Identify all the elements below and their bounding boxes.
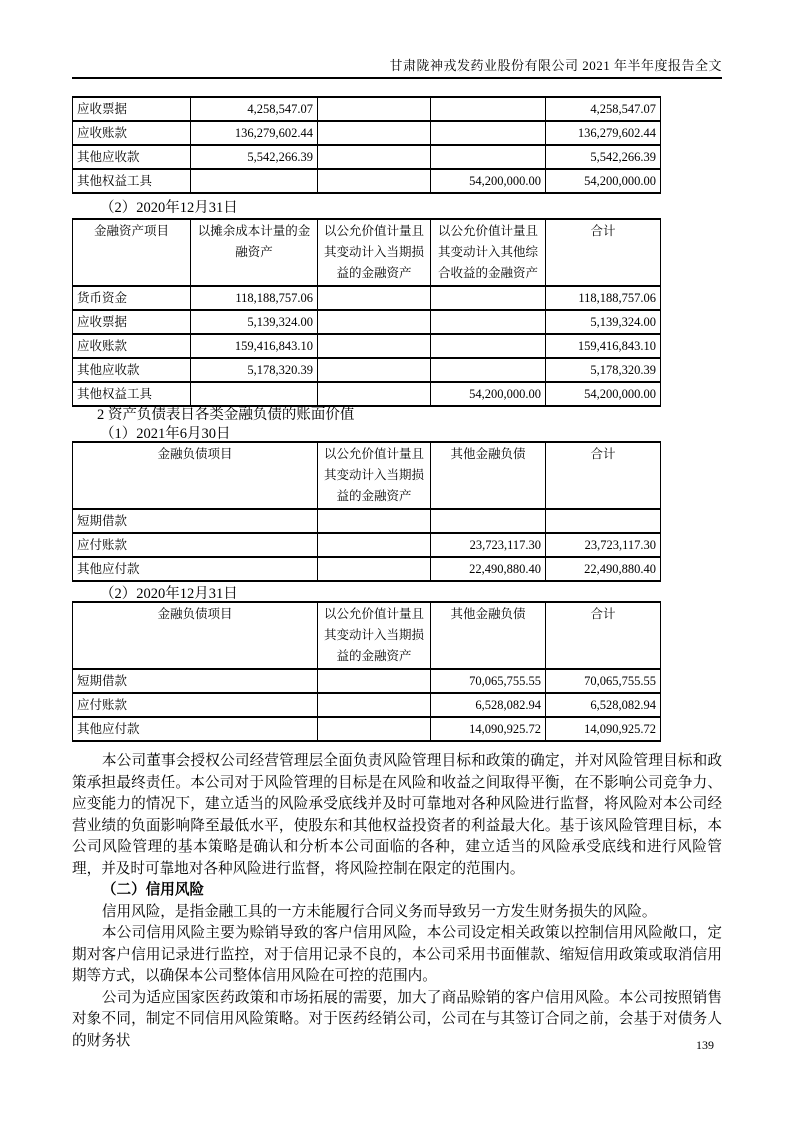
value-cell: 5,178,320.39: [191, 358, 318, 382]
value-cell: [318, 509, 431, 533]
financial-liabilities-table-2020: [72, 601, 661, 742]
value-cell: [318, 693, 431, 717]
table-row: [73, 358, 661, 382]
column-header: 合计: [546, 602, 661, 669]
value-cell: 70,065,755.55: [546, 669, 661, 693]
table-row: [73, 97, 661, 121]
value-cell: 5,542,266.39: [546, 145, 661, 169]
table-header-row: [73, 442, 661, 509]
value-cell: 4,258,547.07: [191, 97, 318, 121]
value-cell: [318, 310, 431, 334]
paragraph-credit-risk-definition: 信用风险，是指金融工具的一方未能履行合同义务而导致另一方发生财务损失的风险。: [101, 903, 657, 920]
value-cell: [318, 97, 431, 121]
value-cell: 5,542,266.39: [191, 145, 318, 169]
table-row: [73, 557, 661, 581]
row-label-cell: 其他权益工具: [73, 382, 191, 406]
row-label-cell: 短期借款: [73, 669, 318, 693]
value-cell: 118,188,757.06: [546, 286, 661, 310]
value-cell: 159,416,843.10: [191, 334, 318, 358]
table-header-row: [73, 602, 661, 669]
table-body: [73, 669, 661, 741]
column-header: 以公允价值计量且其变动计入其他综合收益的金融资产: [431, 219, 546, 286]
value-cell: 70,065,755.55: [431, 669, 546, 693]
value-cell: [431, 509, 546, 533]
financial-assets-table-2020: [72, 218, 661, 407]
value-cell: [318, 169, 431, 193]
value-cell: [318, 334, 431, 358]
table-row: [73, 669, 661, 693]
value-cell: 54,200,000.00: [431, 169, 546, 193]
header-divider: [72, 77, 722, 79]
column-header: 其他金融负债: [431, 602, 546, 669]
row-label-cell: 短期借款: [73, 509, 318, 533]
value-cell: 5,139,324.00: [191, 310, 318, 334]
report-header-title: 甘肃陇神戎发药业股份有限公司 2021 年半年度报告全文: [389, 58, 722, 73]
column-header: 以公允价值计量且其变动计入当期损益的金融资产: [318, 602, 431, 669]
paragraph-credit-risk-policy: 本公司信用风险主要为赊销导致的客户信用风险，本公司设定相关政策以控制信用风险敞口，定期对客户信用记录进行监控，对于信用记录不良的，本公司采用书面催款、缩短信用政策或取消信用期等方式，以确保本公司整体信用风险在可控的范围内。: [72, 925, 722, 984]
row-label-cell: 应收票据: [73, 97, 191, 121]
column-header: 以公允价值计量且其变动计入当期损益的金融资产: [318, 219, 431, 286]
table-row: [73, 693, 661, 717]
table-header: [73, 602, 661, 669]
value-cell: 14,090,925.72: [431, 717, 546, 741]
table-header: [73, 442, 661, 509]
row-label-cell: 其他应收款: [73, 358, 191, 382]
heading-credit-risk: （二）信用风险: [101, 882, 205, 898]
value-cell: [318, 557, 431, 581]
value-cell: 6,528,082.94: [546, 693, 661, 717]
table-body: [73, 509, 661, 581]
value-cell: [318, 533, 431, 557]
value-cell: 54,200,000.00: [546, 169, 661, 193]
value-cell: 159,416,843.10: [546, 334, 661, 358]
row-label-cell: 其他应付款: [73, 557, 318, 581]
value-cell: 136,279,602.44: [191, 121, 318, 145]
value-cell: 5,139,324.00: [546, 310, 661, 334]
value-cell: [431, 310, 546, 334]
row-label-cell: 其他权益工具: [73, 169, 191, 193]
value-cell: 14,090,925.72: [546, 717, 661, 741]
value-cell: [431, 97, 546, 121]
value-cell: [318, 382, 431, 406]
value-cell: [318, 717, 431, 741]
paragraph-risk-management: 本公司董事会授权公司经营管理层全面负责风险管理目标和政策的确定，并对风险管理目标和政策承担最终责任。本公司对于风险管理的目标是在风险和收益之间取得平衡，在不影响公司竞争力、应变能力的情况下，建立适当的风险承受底线并及时可靠地对各种风险进行监督，将风险对本公司经营业绩的负面影响降至最低水平，使股东和其他权益投资者的利益最大化。基于该风险管理目标，本公司风险管理的基本策略是确认和分析本公司面临的各种，建立适当的风险承受底线和进行风险管理，并及时可靠地对各种风险进行监督，将风险控制在限定的范围内。: [72, 753, 722, 877]
financial-liabilities-table-2021: [72, 441, 661, 582]
section-caption-liabilities-2021: （1）2021年6月30日: [100, 426, 231, 442]
table-header: [73, 219, 661, 286]
value-cell: 5,178,320.39: [546, 358, 661, 382]
table-body: [73, 286, 661, 406]
value-cell: 136,279,602.44: [546, 121, 661, 145]
value-cell: [318, 121, 431, 145]
table-row: [73, 286, 661, 310]
value-cell: [431, 334, 546, 358]
row-label-cell: 应付账款: [73, 693, 318, 717]
table-row: [73, 382, 661, 406]
column-header: 以摊余成本计量的金融资产: [191, 219, 318, 286]
value-cell: 4,258,547.07: [546, 97, 661, 121]
value-cell: 6,528,082.94: [431, 693, 546, 717]
value-cell: 22,490,880.40: [546, 557, 661, 581]
value-cell: 23,723,117.30: [431, 533, 546, 557]
table-row: [73, 145, 661, 169]
value-cell: [431, 121, 546, 145]
section-caption-liabilities-2020: （2）2020年12月31日: [100, 586, 238, 602]
value-cell: [318, 358, 431, 382]
risk-management-text-block: [72, 751, 722, 1052]
value-cell: [191, 382, 318, 406]
column-header: 金融资产项目: [73, 219, 191, 286]
column-header: 金融负债项目: [73, 442, 318, 509]
value-cell: [191, 169, 318, 193]
column-header: 其他金融负债: [431, 442, 546, 509]
table-body: [73, 97, 661, 193]
paragraph-credit-risk-strategy: 公司为适应国家医药政策和市场拓展的需要，加大了商品赊销的客户信用风险。本公司按照销售对象不同，制定不同信用风险策略。对于医药经销公司，公司在与其签订合同之前，会基于对债务人的财务状: [72, 989, 722, 1049]
column-header: 以公允价值计量且其变动计入当期损益的金融资产: [318, 442, 431, 509]
table-row: [73, 509, 661, 533]
row-label-cell: 应收账款: [73, 334, 191, 358]
financial-assets-table-carryover: [72, 96, 661, 194]
value-cell: [318, 286, 431, 310]
section-caption-assets-2020: （2）2020年12月31日: [100, 200, 238, 216]
table-row: [73, 717, 661, 741]
table-row: [73, 533, 661, 557]
table-header-row: [73, 219, 661, 286]
column-header: 金融负债项目: [73, 602, 318, 669]
page-number: 139: [696, 1038, 714, 1052]
value-cell: 54,200,000.00: [431, 382, 546, 406]
value-cell: [431, 286, 546, 310]
section-heading-liabilities: 2 资产负债表日各类金融负债的账面价值: [97, 407, 355, 423]
table-row: [73, 169, 661, 193]
value-cell: 54,200,000.00: [546, 382, 661, 406]
value-cell: 118,188,757.06: [191, 286, 318, 310]
column-header: 合计: [546, 442, 661, 509]
table-row: [73, 334, 661, 358]
value-cell: [318, 669, 431, 693]
row-label-cell: 货币资金: [73, 286, 191, 310]
column-header: 合计: [546, 219, 661, 286]
table-row: [73, 121, 661, 145]
table-row: [73, 310, 661, 334]
value-cell: [546, 509, 661, 533]
row-label-cell: 其他应收款: [73, 145, 191, 169]
value-cell: [318, 145, 431, 169]
value-cell: 22,490,880.40: [431, 557, 546, 581]
row-label-cell: 应付账款: [73, 533, 318, 557]
row-label-cell: 应收票据: [73, 310, 191, 334]
value-cell: [431, 358, 546, 382]
row-label-cell: 其他应付款: [73, 717, 318, 741]
row-label-cell: 应收账款: [73, 121, 191, 145]
value-cell: 23,723,117.30: [546, 533, 661, 557]
value-cell: [431, 145, 546, 169]
